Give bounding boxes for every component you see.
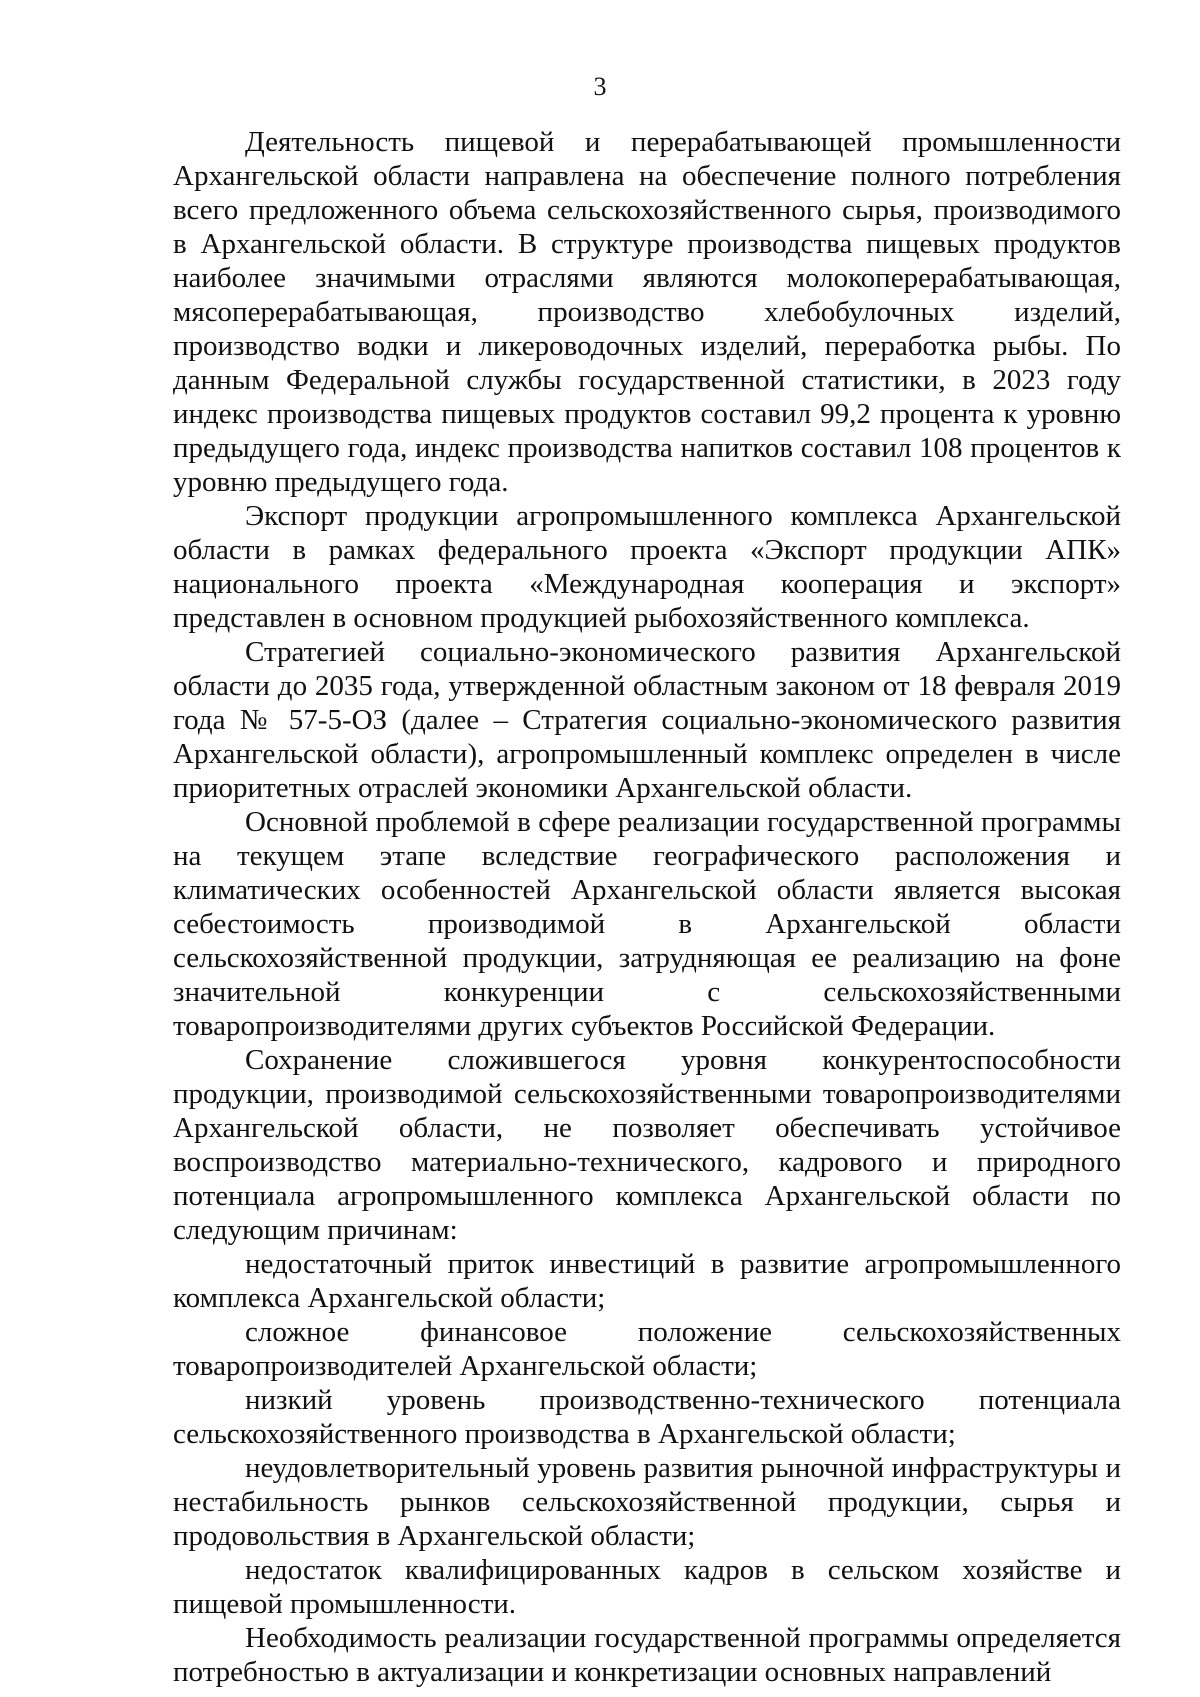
page-number: 3 xyxy=(593,72,607,101)
list-item: недостаток квалифицированных кадров в сельском хозяйстве и пищевой промышленности. xyxy=(173,1554,1121,1620)
paragraph: Экспорт продукции агропромышленного комплекса Архангельской области в рамках федерального проекта «Экспорт продукции АПК» национального проекта «Международная кооперация и экспорт» представлен в основном продукцией рыбохозяйственного комплекса. xyxy=(173,500,1121,634)
list-item: недостаточный приток инвестиций в развитие агропромышленного комплекса Архангельской области; xyxy=(173,1248,1121,1314)
paragraph: Стратегией социально-экономического развития Архангельской области до 2035 года, утвержденной областным законом от 18 февраля 2019 года № 57-5-ОЗ (далее – Стратегия социально-экономического развития Архангельской области), агропромышленный комплекс определен в числе приоритетных отраслей экономики Архангельской области. xyxy=(173,636,1121,804)
paragraph: Основной проблемой в сфере реализации государственной программы на текущем этапе вследствие географического расположения и климатических особенностей Архангельской области является высокая себестоимость производимой в Архангельской области сельскохозяйственной продукции, затрудняющая ее реализацию на фоне значительной конкуренции с сельскохозяйственными товаропроизводителями других субъектов Российской Федерации. xyxy=(173,806,1121,1042)
list-item: сложное финансовое положение сельскохозяйственных товаропроизводителей Архангельской области; xyxy=(173,1316,1121,1382)
list-item: низкий уровень производственно-технического потенциала сельскохозяйственного производства в Архангельской области; xyxy=(173,1384,1121,1450)
paragraph: Сохранение сложившегося уровня конкурентоспособности продукции, производимой сельскохозяйственными товаропроизводителями Архангельской области, не позволяет обеспечивать устойчивое воспроизводство материально-технического, кадрового и природного потенциала агропромышленного комплекса Архангельской области по следующим причинам: xyxy=(173,1044,1121,1246)
document-body xyxy=(173,125,1121,1689)
paragraph: Необходимость реализации государственной программы определяется потребностью в актуализации и конкретизации основных направлений xyxy=(173,1622,1121,1688)
list-item: неудовлетворительный уровень развития рыночной инфраструктуры и нестабильность рынков сельскохозяйственной продукции, сырья и продовольствия в Архангельской области; xyxy=(173,1452,1121,1552)
paragraph: Деятельность пищевой и перерабатывающей промышленности Архангельской области направлена на обеспечение полного потребления всего предложенного объема сельскохозяйственного сырья, производимого в Архангельской области. В структуре производства пищевых продуктов наиболее значимыми отраслями являются молокоперерабатывающая, мясоперерабатывающая, производство хлебобулочных изделий, производство водки и ликероводочных изделий, переработка рыбы. По данным Федеральной службы государственной статистики, в 2023 году индекс производства пищевых продуктов составил 99,2 процента к уровню предыдущего года, индекс производства напитков составил 108 процентов к уровню предыдущего года. xyxy=(173,126,1121,498)
